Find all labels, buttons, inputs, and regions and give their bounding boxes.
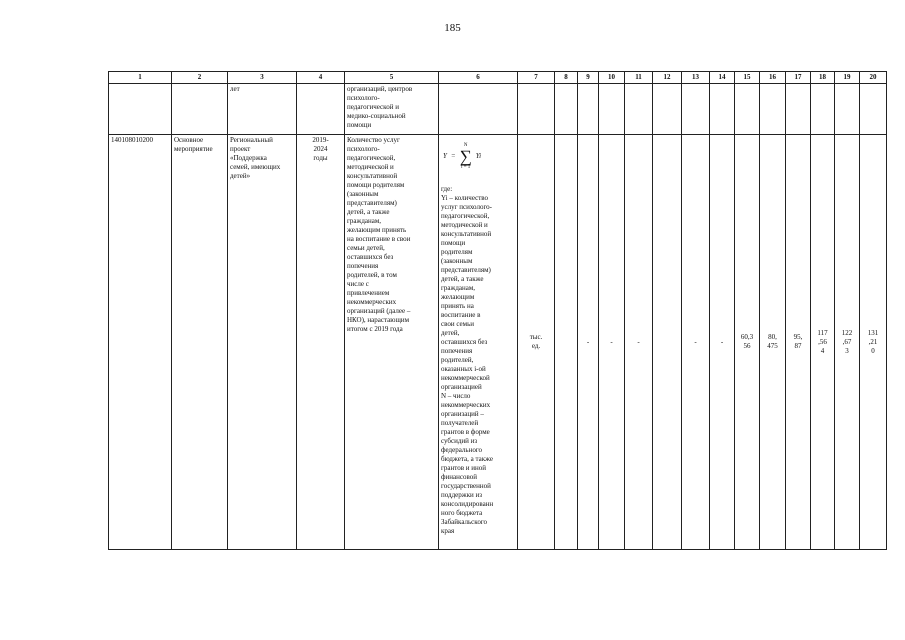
table-cell — [109, 84, 172, 135]
table-cell — [439, 84, 518, 135]
header-cell: 19 — [835, 72, 860, 84]
table-cell — [710, 84, 735, 135]
row-method — [439, 135, 518, 550]
header-cell: 8 — [555, 72, 578, 84]
value-col10: - — [599, 135, 625, 550]
row-period: 2019- 2024 годы — [297, 135, 345, 550]
formula-eq: = — [450, 152, 456, 160]
value-col19: 122 ,67 3 — [835, 135, 860, 550]
table-cell — [682, 84, 710, 135]
table-cell — [578, 84, 599, 135]
header-cell: 13 — [682, 72, 710, 84]
continuation-row — [109, 84, 887, 135]
table-cell — [555, 84, 578, 135]
header-cell: 10 — [599, 72, 625, 84]
header-cell: 4 — [297, 72, 345, 84]
continuation-col3: лет — [228, 84, 297, 135]
row-name: Региональный проект «Поддержка семей, имеющих детей» — [228, 135, 297, 550]
formula-term: Yi — [475, 152, 482, 160]
page-number: 185 — [444, 22, 461, 34]
method-description: где: Yi – количество услуг психолого- педагогической, методической и консультативной помощи родителям (законным представителям) детей, а также гражданам, желающим принять на воспитание в свои семьи детей, оставшихся без попечения родителей, оказанных i-ой некоммерческой организацией N – число некоммерческих организаций – получателей грантов в форме субсидий из федерального бюджета, а также грантов и иной финансовой государственной поддержки из консолидированн ного бюджета Забайкальского края — [441, 185, 494, 535]
table-cell — [786, 84, 811, 135]
value-col14: - — [710, 135, 735, 550]
sum-formula — [443, 142, 515, 171]
continuation-col5: организаций, центров психолого- педагогической и медико-социальной помощи — [345, 84, 439, 135]
table-cell — [860, 84, 887, 135]
value-col17: 95, 87 — [786, 135, 811, 550]
value-col16: 80, 475 — [760, 135, 786, 550]
header-cell: 14 — [710, 72, 735, 84]
table-cell — [599, 84, 625, 135]
table-cell — [760, 84, 786, 135]
table-cell — [835, 84, 860, 135]
table-cell — [735, 84, 760, 135]
value-col11: - — [625, 135, 653, 550]
header-cell: 18 — [811, 72, 835, 84]
sum-upper: N — [463, 143, 468, 148]
header-cell: 5 — [345, 72, 439, 84]
row-type: Основное мероприятие — [172, 135, 228, 550]
header-cell: 1 — [109, 72, 172, 84]
table-cell — [297, 84, 345, 135]
header-cell: 12 — [653, 72, 682, 84]
indicator-table — [108, 71, 887, 550]
table-cell — [811, 84, 835, 135]
sigma-icon: ∑ — [459, 147, 472, 166]
table-cell — [518, 84, 555, 135]
header-cell: 11 — [625, 72, 653, 84]
value-col8 — [555, 135, 578, 550]
table-cell — [653, 84, 682, 135]
row-indicator: Количество услуг психолого- педагогической, методической и консультативной помощи родителям (законным представителям) детей, а также гражданам, желающим принять на воспитание в свои семьи детей, оставшихся без попечения родителей, в том числе с привлечением некоммерческих организаций (далее – НКО), нарастающим итогом с 2019 года — [345, 135, 439, 550]
header-row — [109, 72, 887, 84]
sum-lower: i = 1 — [461, 165, 471, 170]
header-cell: 9 — [578, 72, 599, 84]
table-row — [109, 135, 887, 550]
table-cell — [172, 84, 228, 135]
header-cell: 3 — [228, 72, 297, 84]
header-cell: 6 — [439, 72, 518, 84]
value-col9: - — [578, 135, 599, 550]
header-cell: 16 — [760, 72, 786, 84]
value-col13: - — [682, 135, 710, 550]
header-cell: 7 — [518, 72, 555, 84]
formula-lhs: Y — [443, 152, 447, 160]
header-cell: 2 — [172, 72, 228, 84]
row-unit: тыс. ед. — [518, 135, 555, 550]
table-cell — [625, 84, 653, 135]
value-col15: 60,3 56 — [735, 135, 760, 550]
header-cell: 20 — [860, 72, 887, 84]
sigma-symbol — [460, 142, 472, 171]
row-code: 140108010200 — [109, 135, 172, 550]
header-cell: 15 — [735, 72, 760, 84]
value-col20: 131 ,21 0 — [860, 135, 887, 550]
value-col12 — [653, 135, 682, 550]
header-cell: 17 — [786, 72, 811, 84]
value-col18: 117 ,56 4 — [811, 135, 835, 550]
